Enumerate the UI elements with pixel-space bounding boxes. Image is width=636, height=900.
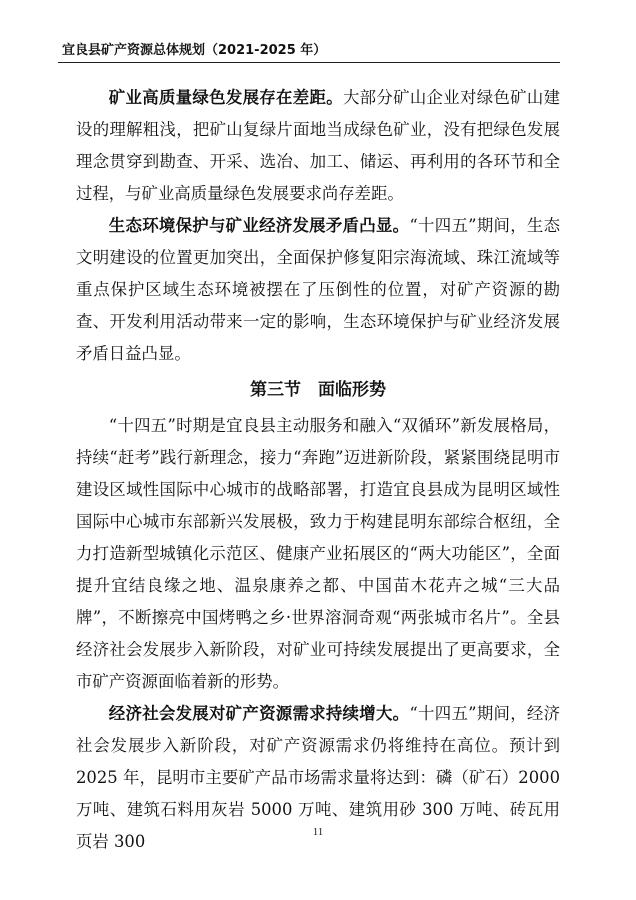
header-divider — [58, 62, 560, 63]
paragraph-text: “十四五”期间，生态文明建设的位置更加突出，全面保护修复阳宗海流域、珠江流域等重点保护区域生态环境被摆在了压倒性的位置，对矿产资源的勘查、开发利用活动带来一定的影响，生态环境保护与矿业经济发展矛盾日益凸显。 — [76, 216, 561, 363]
section-heading: 第三节 面临形势 — [250, 380, 386, 400]
paragraph-situation — [76, 410, 560, 698]
paragraph-text: 大部分矿山企业对绿色矿山建设的理解粗浅，把矿山复绿片面地当成绿色矿业，没有把绿色发展理念贯穿到勘查、开采、选冶、加工、储运、再利用的各环节和全过程，与矿业高质量绿色发展要求尚存差距。 — [76, 88, 561, 203]
paragraph-text: “十四五”时期是宜良县主动服务和融入“双循环”新发展格局，持续“赶考”践行新理念，接力“奔跑”迈进新阶段，紧紧围绕昆明市建设区域性国际中心城市的战略部署，打造宜良县成为昆明区域性国际中心城市东部新兴发展极，致力于构建昆明东部综合枢纽，全力打造新型城镇化示范区、健康产业拓展区的“两大功能区”，全面提升宜结良缘之地、温泉康养之都、中国苗木花卉之城“三大品牌”，不断擦亮中国烤鸭之乡·世界溶洞奇观“两张城市名片”。全县经济社会发展步入新阶段，对矿业可持续发展提出了更高要求，全市矿产资源面临着新的形势。 — [76, 416, 560, 691]
paragraph-lead: 经济社会发展对矿产资源需求持续增大。 — [108, 704, 410, 723]
paragraph-eco-conflict — [76, 210, 560, 370]
paragraph-text: “十四五”期间，经济社会发展步入新阶段，对矿产资源需求仍将维持在高位。预计到 2025 年，昆明市主要矿产品市场需求量将达到：磷（矿石）2000 万吨、建筑石料用灰岩 5000 万吨、建筑用砂 300 万吨、砖瓦用页岩 300 — [76, 704, 561, 851]
running-header: 宜良县矿产资源总体规划（2021-2025 年） — [62, 43, 327, 58]
page-number: 11 — [312, 826, 324, 838]
paragraph-lead: 生态环境保护与矿业经济发展矛盾凸显。 — [108, 216, 410, 235]
paragraph-green-mining-gap — [76, 82, 560, 210]
paragraph-lead: 矿业高质量绿色发展存在差距。 — [108, 88, 343, 107]
body-text — [76, 82, 560, 858]
